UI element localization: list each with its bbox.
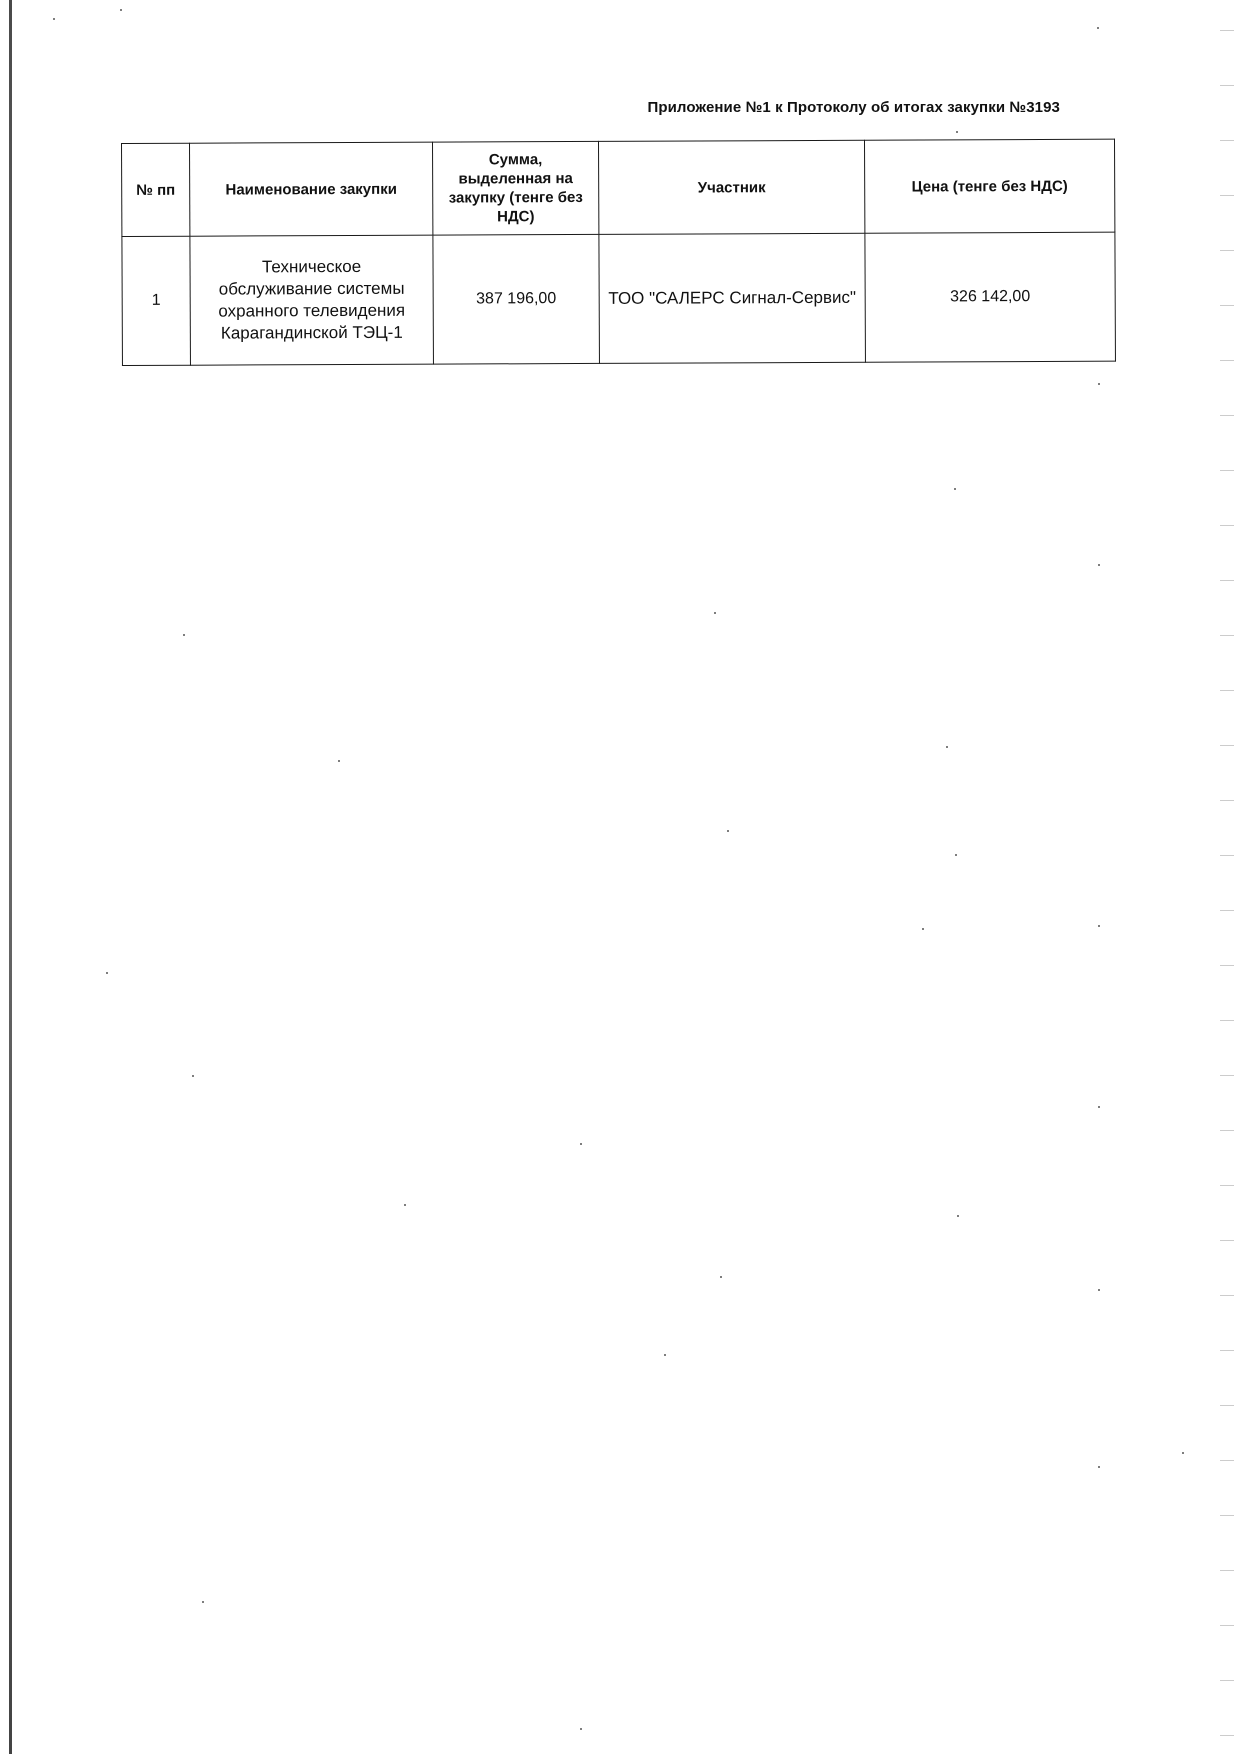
row-participant: ТОО "САЛЕРС Сигнал-Сервис" bbox=[599, 233, 866, 363]
scan-speck bbox=[183, 634, 185, 636]
column-header-participant: Участник bbox=[598, 140, 864, 234]
scan-speck bbox=[1098, 925, 1100, 927]
scan-speck bbox=[957, 1215, 959, 1217]
scan-speck bbox=[404, 1204, 406, 1206]
procurement-results-table bbox=[121, 139, 1116, 366]
scan-speck bbox=[192, 1075, 194, 1077]
scan-speck bbox=[120, 9, 122, 11]
table-row bbox=[122, 232, 1116, 365]
scan-speck bbox=[1098, 383, 1100, 385]
scan-left-edge bbox=[9, 0, 12, 1754]
row-purchase-name: Техническое обслуживание системы охранного телевидения Карагандинской ТЭЦ-1 bbox=[190, 235, 434, 365]
column-header-allocated-amount: Сумма, выделенная на закупку (тенге без НДС) bbox=[432, 141, 598, 235]
scan-speck bbox=[53, 18, 55, 20]
scan-speck bbox=[954, 488, 956, 490]
scan-speck bbox=[106, 972, 108, 974]
scan-speck bbox=[956, 131, 958, 133]
scan-speck bbox=[955, 854, 957, 856]
table-header-row bbox=[122, 139, 1115, 236]
scan-speck bbox=[727, 830, 729, 832]
scan-speck bbox=[1098, 1466, 1100, 1468]
column-header-price: Цена (тенге без НДС) bbox=[864, 139, 1114, 233]
scan-speck bbox=[580, 1143, 582, 1145]
row-number: 1 bbox=[122, 236, 191, 365]
scan-speck bbox=[664, 1354, 666, 1356]
scan-speck bbox=[720, 1276, 722, 1278]
scan-speck bbox=[1182, 1452, 1184, 1454]
scan-speck bbox=[1098, 1106, 1100, 1108]
scan-speck bbox=[580, 1728, 582, 1730]
scan-right-edge bbox=[1220, 0, 1234, 1754]
scan-speck bbox=[714, 612, 716, 614]
scan-speck bbox=[946, 746, 948, 748]
scan-speck bbox=[202, 1601, 204, 1603]
row-allocated-amount: 387 196,00 bbox=[433, 234, 600, 364]
document-heading: Приложение №1 к Протоколу об итогах закупки №3193 bbox=[647, 99, 1060, 116]
column-header-purchase-name: Наименование закупки bbox=[190, 142, 433, 236]
row-price: 326 142,00 bbox=[865, 232, 1116, 362]
scan-speck bbox=[922, 928, 924, 930]
scan-speck bbox=[338, 760, 340, 762]
scan-speck bbox=[1097, 27, 1099, 29]
scan-speck bbox=[1098, 1289, 1100, 1291]
scan-speck bbox=[1098, 564, 1100, 566]
column-header-number: № пп bbox=[122, 143, 190, 236]
